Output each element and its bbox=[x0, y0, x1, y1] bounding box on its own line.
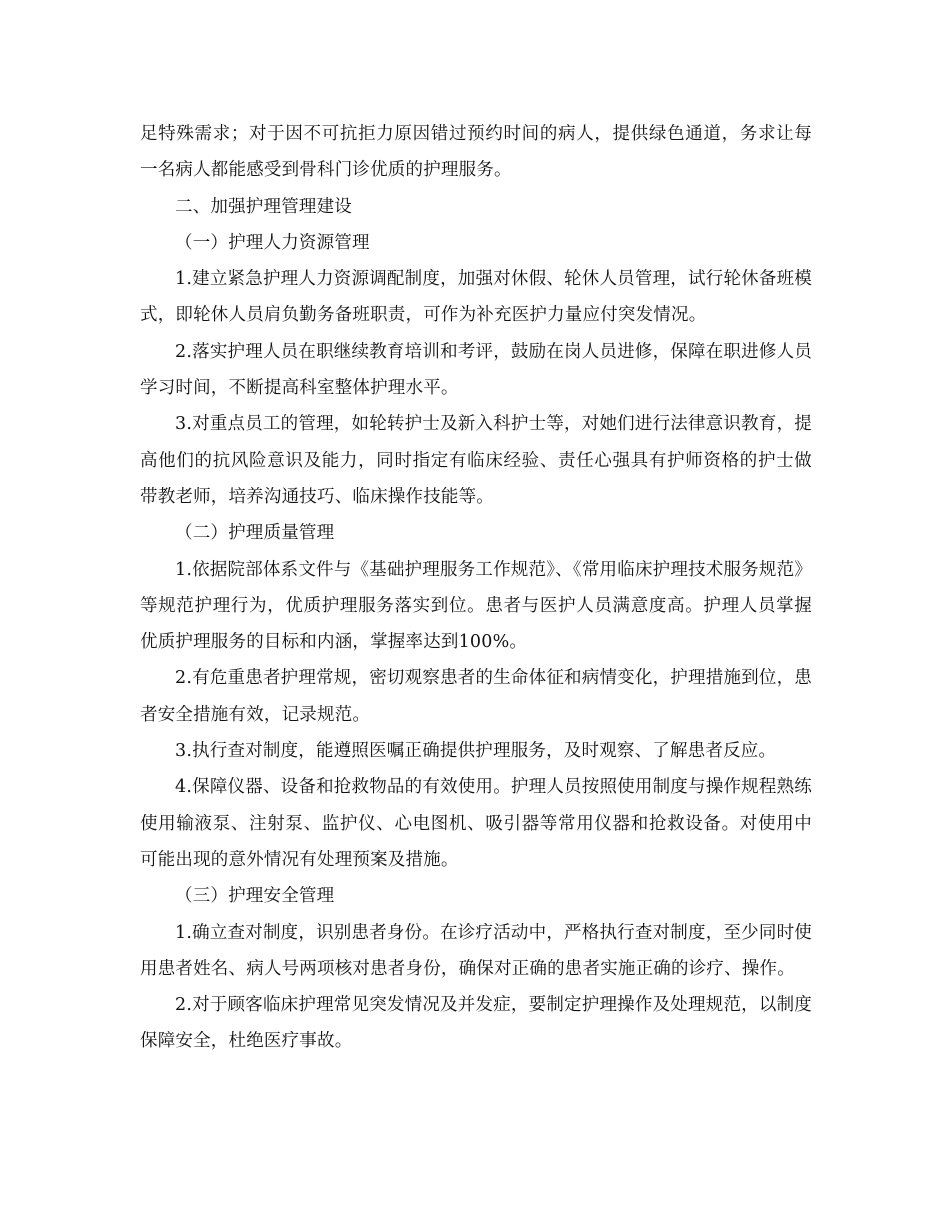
paragraph: 1.确立查对制度，识别患者身份。在诊疗活动中，严格执行查对制度，至少同时使用患者姓名、病人号两项核对患者身份，确保对正确的患者实施正确的诊疗、操作。 bbox=[140, 922, 812, 979]
paragraph: 3.执行查对制度，能遵照医嘱正确提供护理服务，及时观察、了解患者反应。 bbox=[175, 741, 777, 762]
paragraph-continuation: 足特殊需求；对于因不可抗拒力原因错过预约时间的病人，提供绿色通道，务求让每一名病人都能感受到骨科门诊优质的护理服务。 bbox=[140, 124, 812, 181]
paragraph: 1.依据院部体系文件与《基础护理服务工作规范》、《常用临床护理技术服务规范》等规范护理行为，优质护理服务落实到位。患者与医护人员满意度高。护理人员掌握优质护理服务的目标和内涵，掌握率达到100%。 bbox=[140, 559, 812, 653]
paragraph: 4.保障仪器、设备和抢救物品的有效使用。护理人员按照使用制度与操作规程熟练使用输液泵、注射泵、监护仪、心电图机、吸引器等常用仪器和抢救设备。对使用中可能出现的意外情况有处理预案及措施。 bbox=[140, 777, 812, 870]
section-heading-2: 二、加强护理管理建设 bbox=[175, 196, 352, 217]
subsection-heading-3: （三）护理安全管理 bbox=[175, 886, 335, 907]
subsection-heading-1: （一）护理人力资源管理 bbox=[175, 232, 370, 253]
paragraph: 2.有危重患者护理常规，密切观察患者的生命体征和病情变化，护理措施到位，患者安全措施有效，记录规范。 bbox=[140, 668, 812, 725]
subsection-heading-2: （二）护理质量管理 bbox=[175, 523, 335, 544]
paragraph: 2.落实护理人员在职继续教育培训和考评，鼓励在岗人员进修，保障在职进修人员学习时间，不断提高科室整体护理水平。 bbox=[140, 341, 812, 399]
paragraph: 3.对重点员工的管理，如轮转护士及新入科护士等，对她们进行法律意识教育，提高他们的抗风险意识及能力，同时指定有临床经验、责任心强具有护师资格的护士做带教老师，培养沟通技巧、临床操作技能等。 bbox=[140, 414, 812, 507]
paragraph: 1.建立紧急护理人力资源调配制度，加强对休假、轮休人员管理，试行轮休备班模式，即轮休人员肩负勤务备班职责，可作为补充医护力量应付突发情况。 bbox=[140, 269, 812, 326]
paragraph: 2.对于顾客临床护理常见突发情况及并发症，要制定护理操作及处理规范，以制度保障安全，杜绝医疗事故。 bbox=[140, 995, 812, 1052]
